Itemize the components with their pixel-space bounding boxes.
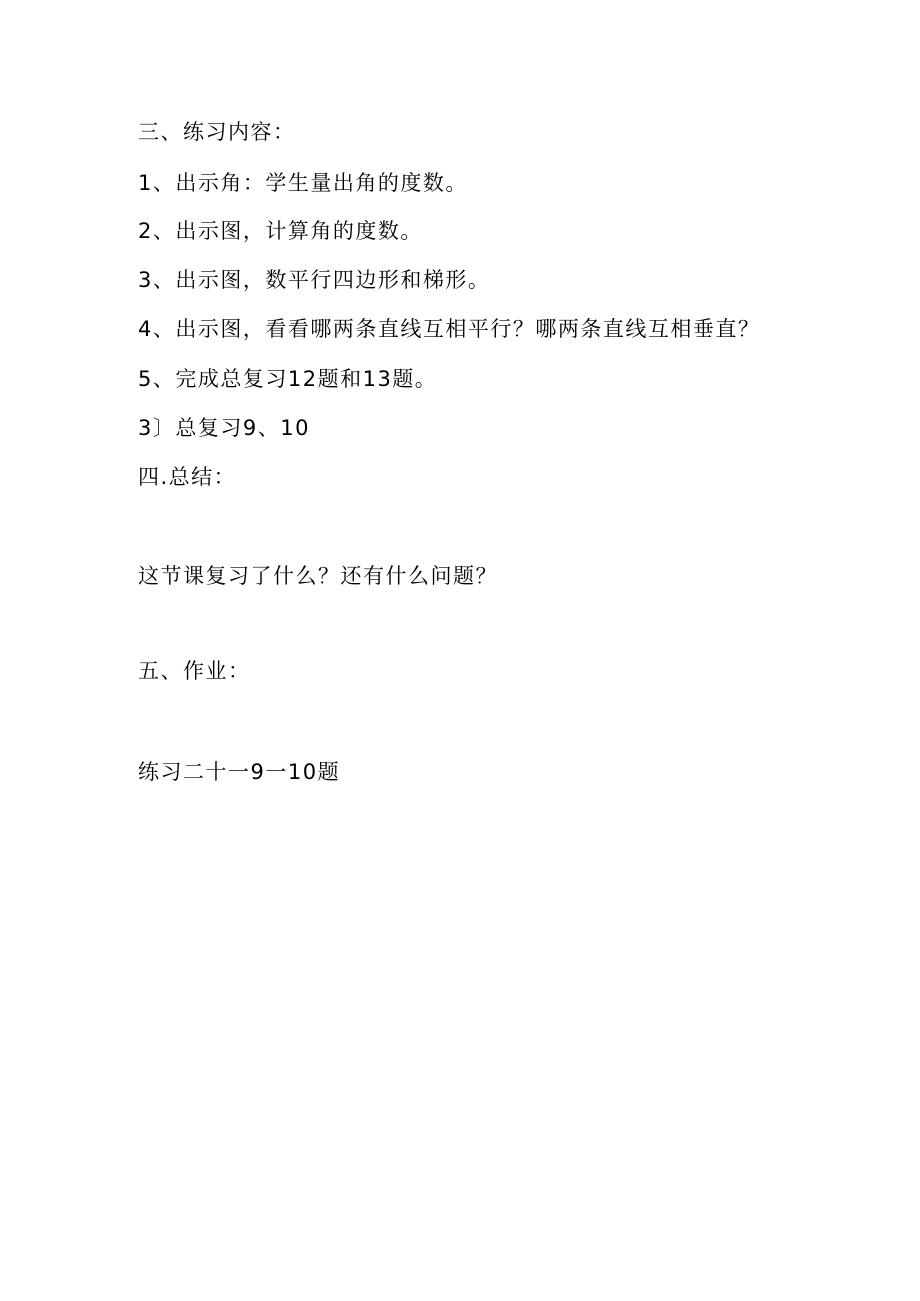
exercise-item-2: 2、出示图，计算角的度数。 bbox=[138, 219, 423, 243]
section5-heading: 五、作业： bbox=[138, 659, 251, 683]
section3-heading: 三、练习内容： bbox=[138, 120, 296, 144]
summary-question: 这节课复习了什么？还有什么问题？ bbox=[138, 564, 498, 588]
review-item: 3〕总复习9、10 bbox=[138, 416, 310, 440]
homework-text: 练习二十一9一10题 bbox=[138, 760, 341, 784]
exercise-item-3: 3、出示图，数平行四边形和梯形。 bbox=[138, 268, 491, 292]
section4-heading: 四.总结： bbox=[138, 465, 237, 489]
exercise-item-5: 5、完成总复习12题和13题。 bbox=[138, 367, 438, 391]
exercise-item-1: 1、出示角：学生量出角的度数。 bbox=[138, 171, 468, 195]
exercise-item-4: 4、出示图，看看哪两条直线互相平行？哪两条直线互相垂直？ bbox=[138, 317, 761, 341]
